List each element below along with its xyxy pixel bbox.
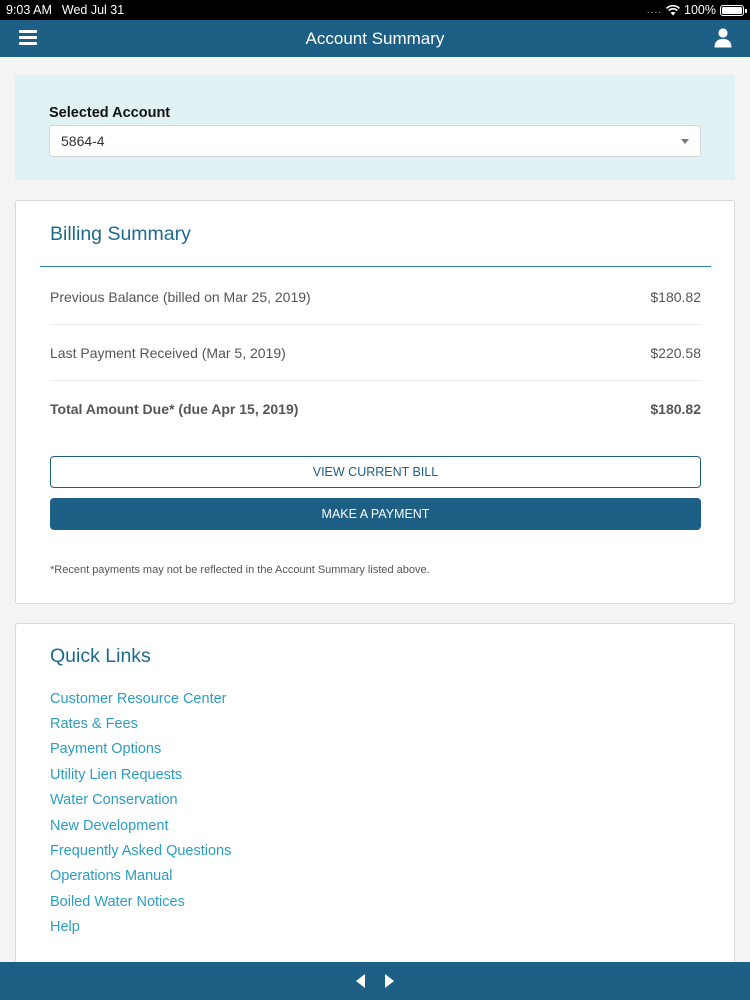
billing-row-label: Total Amount Due* (due Apr 15, 2019) — [50, 401, 299, 417]
quick-link-faq[interactable]: Frequently Asked Questions — [50, 843, 232, 860]
quick-link-water-conservation[interactable]: Water Conservation — [50, 792, 178, 809]
bottom-toolbar — [0, 962, 750, 1000]
billing-footnote: *Recent payments may not be reflected in the Account Summary listed above. — [50, 564, 430, 576]
quick-link-rates-fees[interactable]: Rates & Fees — [50, 716, 138, 733]
make-payment-button[interactable]: MAKE A PAYMENT — [50, 498, 701, 530]
quick-link-operations-manual[interactable]: Operations Manual — [50, 868, 173, 885]
battery-icon — [720, 5, 744, 16]
status-bar — [0, 0, 750, 20]
quick-link-utility-lien-requests[interactable]: Utility Lien Requests — [50, 766, 183, 783]
status-time: 9:03 AM — [6, 3, 52, 17]
hamburger-menu-icon[interactable] — [19, 30, 37, 45]
signal-icon: .... — [646, 4, 663, 16]
billing-summary-title: Billing Summary — [50, 223, 191, 245]
billing-row-label: Previous Balance (billed on Mar 25, 2019) — [50, 288, 311, 305]
quick-links-title: Quick Links — [50, 645, 151, 667]
divider — [40, 266, 711, 267]
billing-row-label: Last Payment Received (Mar 5, 2019) — [50, 344, 286, 361]
page-title: Account Summary — [305, 28, 445, 48]
view-current-bill-button[interactable]: VIEW CURRENT BILL — [50, 456, 701, 488]
billing-summary-card — [15, 200, 735, 604]
quick-link-boiled-water-notices[interactable]: Boiled Water Notices — [50, 893, 185, 910]
quick-links-card — [15, 623, 735, 963]
chevron-down-icon — [681, 139, 689, 144]
account-select[interactable] — [49, 125, 701, 157]
back-arrow-icon[interactable] — [356, 974, 365, 988]
wifi-icon — [666, 5, 680, 16]
billing-row-total-due — [50, 381, 701, 437]
quick-link-new-development[interactable]: New Development — [50, 817, 169, 834]
nav-bar — [0, 20, 750, 57]
battery-percent: 100% — [684, 3, 716, 17]
quick-links-list — [50, 686, 231, 940]
selected-account-label: Selected Account — [49, 105, 171, 121]
quick-link-payment-options[interactable]: Payment Options — [50, 741, 162, 758]
quick-link-help[interactable]: Help — [50, 919, 80, 936]
user-icon[interactable] — [714, 28, 732, 48]
account-select-value: 5864-4 — [61, 133, 105, 149]
billing-row-last-payment — [50, 325, 701, 381]
status-date: Wed Jul 31 — [61, 3, 125, 17]
billing-row-amount: $180.82 — [650, 288, 701, 305]
forward-arrow-icon[interactable] — [385, 974, 394, 988]
billing-row-amount: $180.82 — [650, 401, 701, 417]
billing-row-previous-balance — [50, 269, 701, 325]
quick-link-customer-resource-center[interactable]: Customer Resource Center — [50, 690, 227, 707]
billing-row-amount: $220.58 — [650, 344, 701, 361]
account-selector-panel — [15, 75, 735, 180]
